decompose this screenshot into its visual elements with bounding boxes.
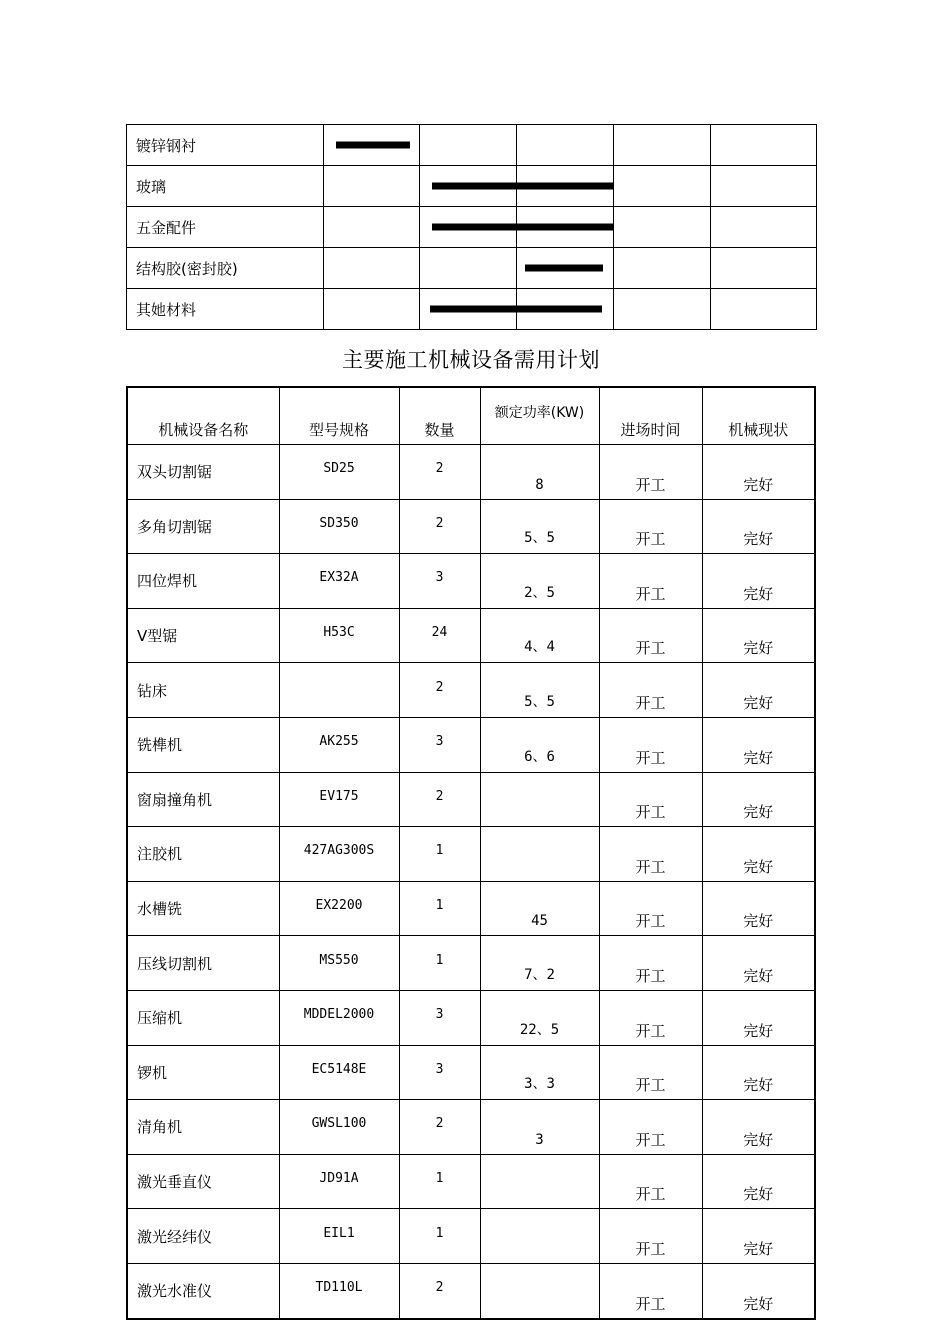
equipment-body	[127, 445, 815, 1319]
cell-entry: 开工	[599, 990, 702, 1045]
cell-status: 完好	[702, 499, 815, 554]
cell-name: 双头切割锯	[127, 445, 279, 500]
cell-entry: 开工	[599, 1209, 702, 1264]
cell-status: 完好	[702, 445, 815, 500]
cell-qty: 2	[399, 445, 480, 500]
header-row	[127, 387, 815, 445]
material-name: 五金配件	[127, 207, 324, 248]
cell-status: 完好	[702, 936, 815, 991]
cell-name: 清角机	[127, 1100, 279, 1155]
table-row	[127, 827, 815, 882]
cell-qty: 2	[399, 663, 480, 718]
schedule-bar	[525, 265, 603, 272]
cell-power	[480, 827, 599, 882]
cell-status: 完好	[702, 663, 815, 718]
header-status: 机械现状	[702, 387, 815, 445]
cell-qty: 3	[399, 1045, 480, 1100]
cell-entry: 开工	[599, 936, 702, 991]
table-row	[127, 608, 815, 663]
cell-power: 22、5	[480, 990, 599, 1045]
cell-model: EX2200	[279, 881, 399, 936]
cell-entry: 开工	[599, 772, 702, 827]
cell-name: 锣机	[127, 1045, 279, 1100]
cell-status: 完好	[702, 772, 815, 827]
cell-power: 8	[480, 445, 599, 500]
table-row	[127, 499, 815, 554]
cell-power: 4、4	[480, 608, 599, 663]
cell-model: EIL1	[279, 1209, 399, 1264]
cell-power	[480, 1263, 599, 1318]
cell-name: 激光垂直仪	[127, 1154, 279, 1209]
material-name: 玻璃	[127, 166, 324, 207]
cell-entry: 开工	[599, 1154, 702, 1209]
cell-name: 压线切割机	[127, 936, 279, 991]
cell-model: 427AG300S	[279, 827, 399, 882]
cell-model: MDDEL2000	[279, 990, 399, 1045]
material-row	[127, 248, 817, 289]
cell-power	[480, 1154, 599, 1209]
cell-entry: 开工	[599, 1263, 702, 1318]
cell-status: 完好	[702, 1045, 815, 1100]
material-schedule-table	[126, 124, 817, 330]
cell-status: 完好	[702, 1263, 815, 1318]
cell-power: 2、5	[480, 554, 599, 609]
cell-name: 注胶机	[127, 827, 279, 882]
table-row	[127, 663, 815, 718]
schedule-bar	[432, 183, 614, 190]
cell-power: 7、2	[480, 936, 599, 991]
table-row	[127, 1154, 815, 1209]
cell-power	[480, 1209, 599, 1264]
header-name: 机械设备名称	[127, 387, 279, 445]
cell-qty: 3	[399, 554, 480, 609]
cell-name: V型锯	[127, 608, 279, 663]
cell-status: 完好	[702, 717, 815, 772]
cell-entry: 开工	[599, 663, 702, 718]
header-model: 型号规格	[279, 387, 399, 445]
cell-status: 完好	[702, 1154, 815, 1209]
cell-status: 完好	[702, 1100, 815, 1155]
material-row	[127, 166, 817, 207]
cell-power: 3	[480, 1100, 599, 1155]
cell-power: 3、3	[480, 1045, 599, 1100]
cell-model: SD25	[279, 445, 399, 500]
schedule-bar	[432, 224, 614, 231]
cell-entry: 开工	[599, 717, 702, 772]
cell-status: 完好	[702, 1209, 815, 1264]
table-row	[127, 881, 815, 936]
cell-model: EV175	[279, 772, 399, 827]
cell-power	[480, 772, 599, 827]
cell-qty: 2	[399, 772, 480, 827]
table-row	[127, 1100, 815, 1155]
cell-model: TD110L	[279, 1263, 399, 1318]
cell-status: 完好	[702, 608, 815, 663]
cell-qty: 2	[399, 1263, 480, 1318]
cell-status: 完好	[702, 881, 815, 936]
cell-model: H53C	[279, 608, 399, 663]
cell-power: 5、5	[480, 663, 599, 718]
header-power: 额定功率(KW)	[480, 387, 599, 445]
cell-status: 完好	[702, 827, 815, 882]
cell-entry: 开工	[599, 827, 702, 882]
cell-entry: 开工	[599, 1045, 702, 1100]
cell-name: 激光水准仪	[127, 1263, 279, 1318]
table-row	[127, 554, 815, 609]
cell-name: 窗扇撞角机	[127, 772, 279, 827]
cell-name: 激光经纬仪	[127, 1209, 279, 1264]
material-row	[127, 125, 817, 166]
equipment-table	[126, 386, 816, 1320]
cell-name: 四位焊机	[127, 554, 279, 609]
table-row	[127, 772, 815, 827]
cell-entry: 开工	[599, 881, 702, 936]
cell-name: 钻床	[127, 663, 279, 718]
cell-qty: 1	[399, 827, 480, 882]
material-row	[127, 289, 817, 330]
cell-name: 铣榫机	[127, 717, 279, 772]
cell-entry: 开工	[599, 608, 702, 663]
cell-model: EC5148E	[279, 1045, 399, 1100]
cell-entry: 开工	[599, 1100, 702, 1155]
material-name: 镀锌钢衬	[127, 125, 324, 166]
cell-qty: 1	[399, 1209, 480, 1264]
schedule-bar	[430, 306, 602, 313]
cell-qty: 3	[399, 717, 480, 772]
cell-power: 6、6	[480, 717, 599, 772]
cell-qty: 1	[399, 1154, 480, 1209]
cell-qty: 3	[399, 990, 480, 1045]
cell-entry: 开工	[599, 445, 702, 500]
cell-qty: 24	[399, 608, 480, 663]
table-row	[127, 990, 815, 1045]
cell-model: MS550	[279, 936, 399, 991]
cell-entry: 开工	[599, 499, 702, 554]
table-row	[127, 445, 815, 500]
cell-qty: 2	[399, 499, 480, 554]
table-row	[127, 1209, 815, 1264]
cell-qty: 1	[399, 881, 480, 936]
cell-name: 水槽铣	[127, 881, 279, 936]
material-name: 结构胶(密封胶)	[127, 248, 324, 289]
cell-model: GWSL100	[279, 1100, 399, 1155]
cell-power: 45	[480, 881, 599, 936]
table-row	[127, 1045, 815, 1100]
cell-qty: 2	[399, 1100, 480, 1155]
cell-status: 完好	[702, 990, 815, 1045]
cell-model	[279, 663, 399, 718]
material-row	[127, 207, 817, 248]
cell-model: EX32A	[279, 554, 399, 609]
schedule-bar	[336, 142, 410, 149]
cell-name: 多角切割锯	[127, 499, 279, 554]
table-row	[127, 1263, 815, 1318]
header-entry: 进场时间	[599, 387, 702, 445]
cell-status: 完好	[702, 554, 815, 609]
cell-qty: 1	[399, 936, 480, 991]
cell-model: JD91A	[279, 1154, 399, 1209]
cell-name: 压缩机	[127, 990, 279, 1045]
cell-model: AK255	[279, 717, 399, 772]
cell-power: 5、5	[480, 499, 599, 554]
table-row	[127, 717, 815, 772]
section-title: 主要施工机械设备需用计划	[342, 348, 600, 372]
table-row	[127, 936, 815, 991]
cell-model: SD350	[279, 499, 399, 554]
material-name: 其她材料	[127, 289, 324, 330]
cell-entry: 开工	[599, 554, 702, 609]
header-qty: 数量	[399, 387, 480, 445]
